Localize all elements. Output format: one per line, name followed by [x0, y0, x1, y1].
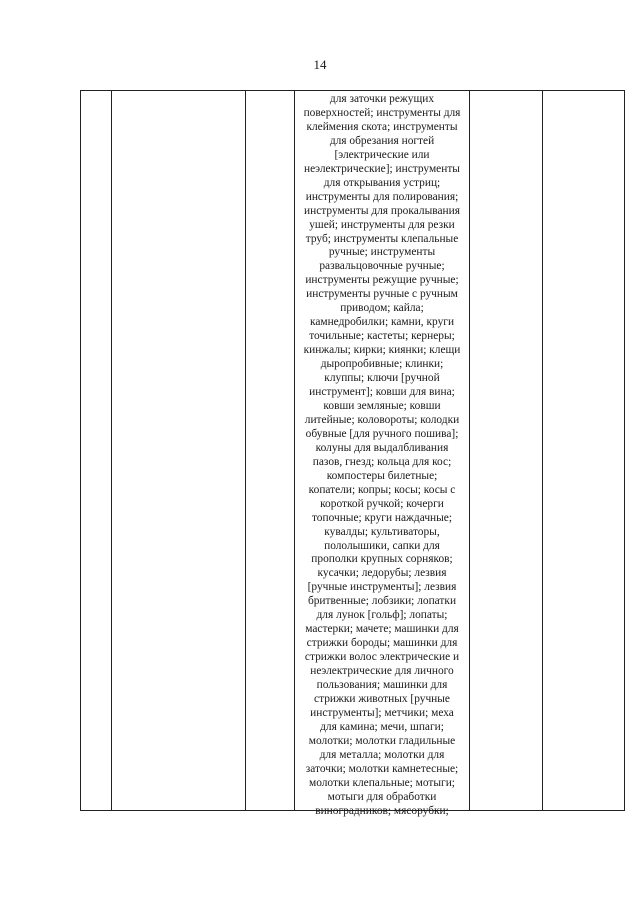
goods-text-line: инструменты]; метчики; меха: [310, 706, 454, 719]
goods-text-line: пользования; машинки для: [316, 679, 448, 692]
table-column-3: [246, 91, 295, 810]
table-column-5: [470, 91, 543, 810]
goods-text-line: неэлектрические]; инструменты: [304, 162, 460, 175]
goods-text-line: компостеры билетные;: [326, 469, 438, 482]
goods-text-line: виноградников; мясорубки;: [315, 804, 449, 817]
goods-text-line: короткой ручкой; кочерги: [320, 497, 444, 510]
goods-text-line: [ручные инструменты]; лезвия: [307, 581, 457, 594]
goods-text-line: стрижки волос электрические и: [304, 651, 460, 664]
goods-text-line: колуны для выдалбливания: [315, 441, 449, 454]
goods-text-line: точильные; кастеты; кернеры;: [309, 330, 455, 343]
goods-text-line: мастерки; мачете; машинки для: [305, 623, 459, 636]
table-column-1: [81, 91, 112, 810]
goods-text-line: бритвенные; лобзики; лопатки: [307, 595, 457, 608]
goods-text-line: стрижки животных [ручные: [314, 692, 450, 705]
goods-text-line: кусачки; ледорубы; лезвия: [317, 567, 447, 580]
table-column-2: [112, 91, 246, 810]
goods-text-line: пололышики, сапки для: [324, 539, 440, 552]
goods-text-line: для открывания устриц;: [323, 176, 441, 189]
goods-text-line: для лунок [гольф]; лопаты;: [316, 609, 448, 622]
goods-text-line: кувалды; культиваторы,: [324, 525, 440, 538]
goods-text-line: ушей; инструменты для резки: [309, 218, 455, 231]
goods-text-line: пазов, гнезд; кольца для кос;: [312, 455, 452, 468]
goods-list-cell: [295, 91, 470, 817]
goods-text-line: для камина; мечи, шпаги;: [320, 720, 444, 733]
goods-text-line: клуппы; ключи [ручной: [324, 372, 440, 385]
goods-text-line: для заточки режущих: [329, 93, 435, 105]
goods-text-line: инструмент]; ковши для вина;: [309, 386, 455, 399]
goods-text-line: инструменты режущие ручные;: [305, 274, 459, 287]
goods-text-line: стрижки бороды; машинки для: [306, 637, 458, 650]
goods-text-line: топочные; круги наждачные;: [311, 511, 453, 524]
goods-text-line: инструменты для прокалывания: [304, 204, 460, 217]
goods-text-line: литейные; коловороты; колодки: [304, 413, 460, 426]
goods-text-line: труб; инструменты клепальные: [305, 232, 459, 245]
goods-text-line: камнедробилки; камни, круги: [309, 316, 455, 329]
goods-text-line: поверхностей; инструменты для: [303, 106, 461, 119]
goods-text-line: для металла; молотки для: [319, 748, 445, 761]
goods-text-line: развальцовочные ручные;: [319, 260, 445, 273]
goods-text-line: прополки крупных сорняков;: [311, 553, 453, 566]
goods-text-line: [электрические или: [334, 148, 430, 161]
goods-table: [80, 90, 625, 817]
goods-text-line: для обрезания ногтей: [329, 134, 435, 147]
goods-text-line: инструменты для полирования;: [305, 190, 459, 203]
goods-text-line: молотки клепальные; мотыги;: [309, 776, 455, 789]
goods-text-line: инструменты ручные с ручным: [306, 288, 458, 301]
goods-text-line: заточки; молотки камнетесные;: [305, 762, 459, 775]
goods-text-line: дыропробивные; клинки;: [320, 358, 444, 371]
goods-list-text: [298, 93, 466, 819]
goods-text-line: копатели; копры; косы; косы с: [308, 483, 456, 496]
goods-text-line: молотки; молотки гладильные: [308, 734, 456, 747]
table-column-6: [543, 91, 624, 810]
goods-text-line: клеймения скота; инструменты: [306, 120, 458, 133]
page-number: 14: [313, 57, 327, 72]
goods-text-line: ковши земляные; ковши: [323, 399, 441, 412]
goods-text-line: кинжалы; кирки; киянки; клещи: [303, 344, 461, 357]
goods-text-line: ручные; инструменты: [328, 246, 436, 259]
goods-text-line: приводом; кайла;: [340, 302, 424, 315]
goods-text-line: неэлектрические для личного: [310, 665, 454, 678]
goods-text-line: мотыги для обработки: [327, 790, 437, 803]
goods-text-line: обувные [для ручного пошива];: [305, 427, 459, 440]
